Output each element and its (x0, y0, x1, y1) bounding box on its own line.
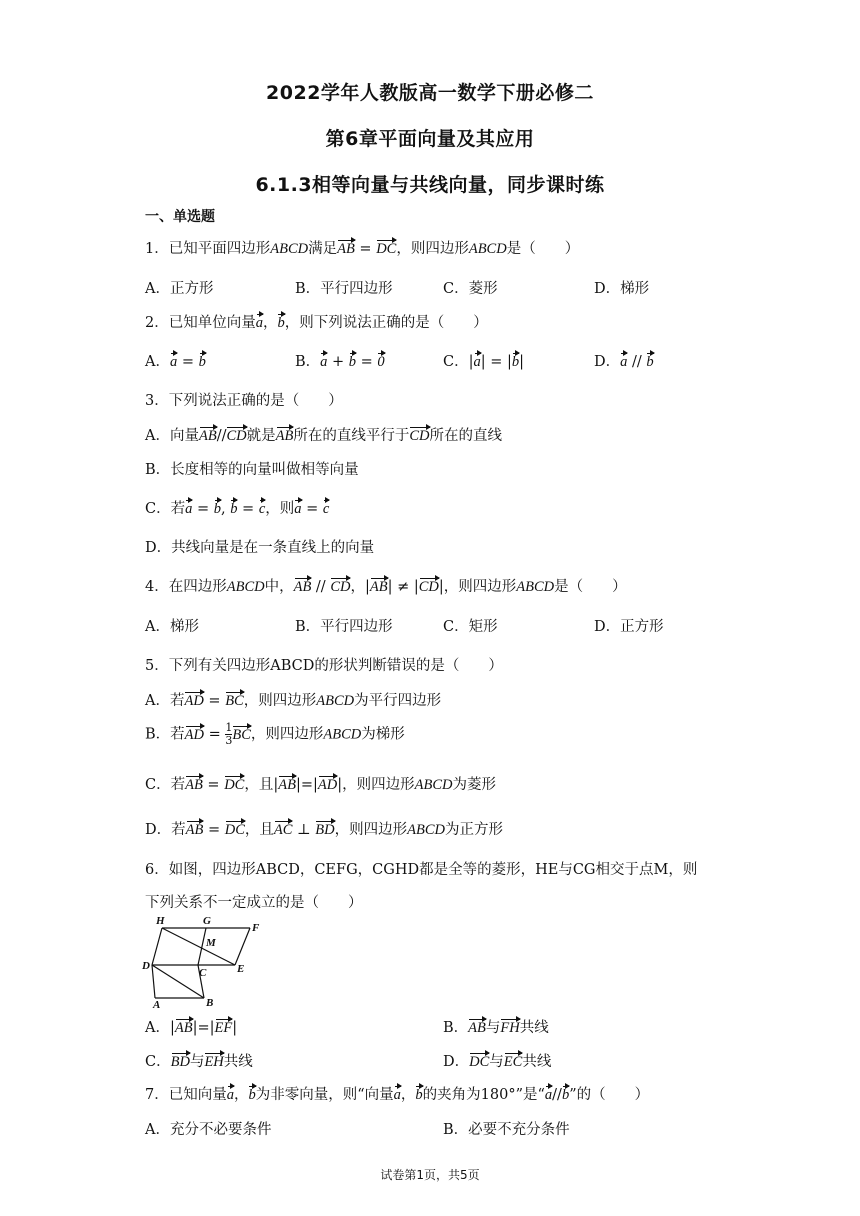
q2-option-b: B．a + b = 0 (295, 354, 385, 370)
question-3-stem: 3．下列说法正确的是（ ） (145, 393, 343, 409)
q1-option-b: B．平行四边形 (295, 281, 393, 297)
q5-option-a: A．若AD = BC，则四边形ABCD为平行四边形 (145, 693, 442, 709)
fig-label-e: E (237, 963, 245, 975)
fig-label-m: M (206, 937, 216, 949)
q2-option-c: C．|a| = |b| (443, 354, 525, 370)
fig-label-c: C (199, 967, 207, 979)
q3-option-c: C．若a = b, b = c，则a = c (145, 501, 330, 517)
fig-label-h: H (156, 915, 165, 927)
question-6-stem-2: 下列关系不一定成立的是（ ） (145, 895, 363, 911)
fig-label-g: G (203, 915, 211, 927)
q1-option-c: C．菱形 (443, 281, 498, 297)
question-6-stem-1: 6．如图，四边形ABCD，CEFG，CGHD都是全等的菱形，HE与CG相交于点M，则 (145, 862, 698, 878)
fig-label-f: F (252, 922, 260, 934)
fig-label-d: D (142, 960, 150, 972)
question-2-stem: 2．已知单位向量a，b，则下列说法正确的是（ ） (145, 315, 488, 331)
q3-option-b: B．长度相等的向量叫做相等向量 (145, 462, 359, 478)
q3-option-d: D．共线向量是在一条直线上的向量 (145, 540, 375, 556)
q6-option-c: C．BD与EH共线 (145, 1054, 253, 1070)
q5-option-b: B．若AD = $\frac{1}{3}$ BC，则四边形ABCD为梯形 (145, 721, 405, 747)
q6-option-d: D．DC与EC共线 (443, 1054, 552, 1070)
q2-option-d: D．a // b (594, 354, 654, 370)
q4-option-c: C．矩形 (443, 619, 498, 635)
q3-option-a: A．向量AB//CD就是AB所在的直线平行于CD所在的直线 (145, 428, 503, 444)
q5-option-c: C．若AB = DC，且|AB|=|AD|，则四边形ABCD为菱形 (145, 777, 496, 793)
q4-option-b: B．平行四边形 (295, 619, 393, 635)
question-5-stem: 5．下列有关四边形ABCD的形状判断错误的是（ ） (145, 658, 503, 674)
title-line-2: 第6章平面向量及其应用 (325, 128, 535, 150)
question-1-stem: 1．已知平面四边形ABCD满足AB = DC，则四边形ABCD是（ ） (145, 241, 580, 257)
q1-option-d: D．梯形 (594, 281, 650, 297)
rhombus-figure (140, 913, 270, 1009)
q4-option-a: A．梯形 (145, 619, 199, 635)
title-line-3: 6.1.3相等向量与共线向量，同步课时练 (255, 174, 605, 196)
q6-option-a: A．|AB|=|EF| (145, 1020, 238, 1036)
page-footer: 试卷第1页，共5页 (380, 1168, 480, 1182)
section-heading: 一、单选题 (145, 209, 215, 225)
q6-option-b: B．AB与FH共线 (443, 1020, 549, 1036)
q4-option-d: D．正方形 (594, 619, 664, 635)
fig-label-b: B (206, 997, 214, 1009)
q7-option-a: A．充分不必要条件 (145, 1122, 272, 1138)
q2-option-a: A．a = b (145, 354, 206, 370)
q5-option-d: D．若AB = DC，且AC ⊥ BD，则四边形ABCD为正方形 (145, 822, 503, 838)
fig-label-a: A (153, 999, 161, 1009)
question-4-stem: 4．在四边形ABCD中，AB // CD，|AB| ≠ |CD|，则四边形ABCD是（ ） (145, 579, 627, 595)
q7-option-b: B．必要不充分条件 (443, 1122, 570, 1138)
title-line-1: 2022学年人教版高一数学下册必修二 (266, 82, 594, 104)
question-7-stem: 7．已知向量a，b为非零向量，则“向量a，b的夹角为180°”是“a//b”的（ ） (145, 1087, 650, 1103)
q1-option-a: A．正方形 (145, 281, 214, 297)
